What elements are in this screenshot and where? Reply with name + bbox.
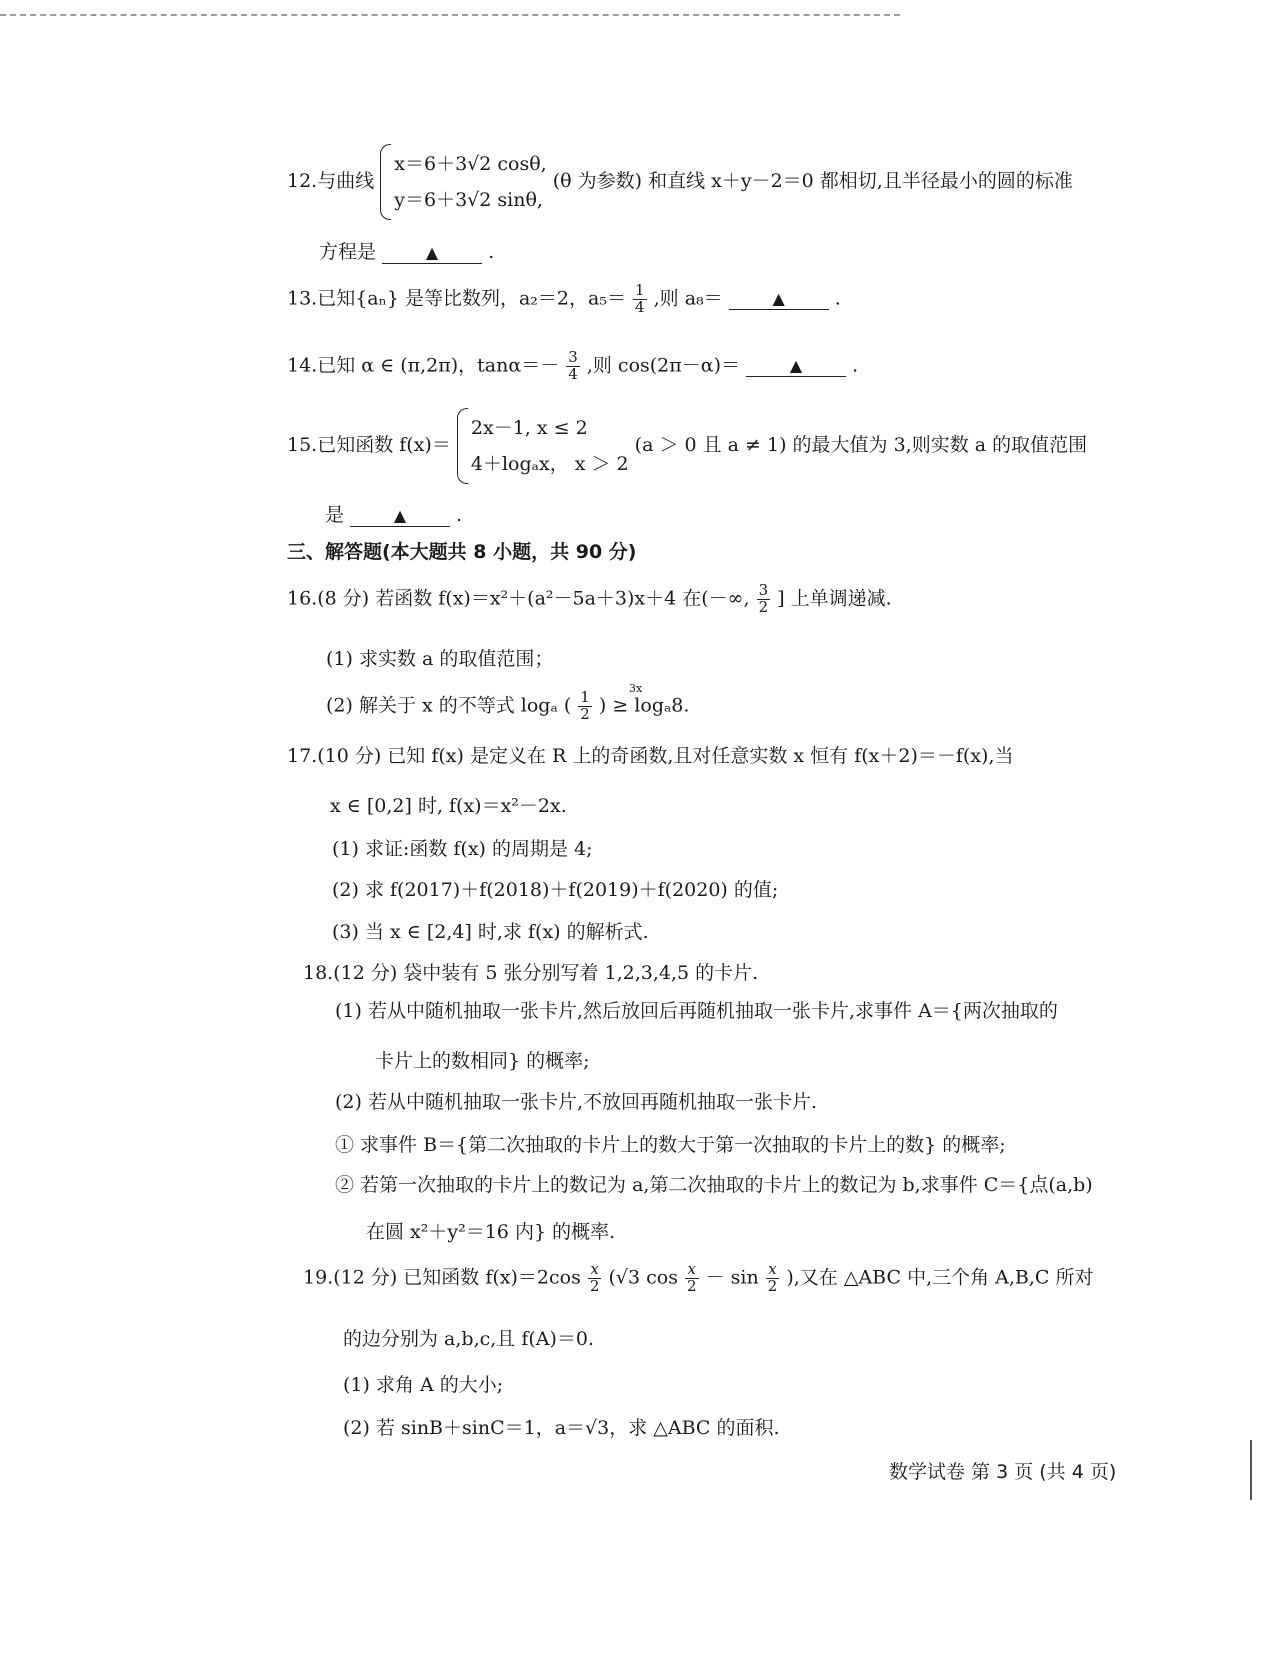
- answer-blank-15[interactable]: [350, 504, 450, 527]
- frac-den: 2: [758, 597, 769, 616]
- q16-part-1: (1) 求实数 a 的取值范围；: [326, 648, 554, 670]
- scan-edge-right: [1250, 1440, 1252, 1500]
- q19-stem-d: ),又在 △ABC 中,三个角 A,B,C 所对: [786, 1266, 1094, 1289]
- q13-end: .: [834, 287, 841, 310]
- triangle-icon: ▲: [772, 289, 785, 309]
- q14-fraction: [566, 350, 580, 383]
- question-12-cont: [319, 237, 494, 264]
- question-12: [287, 146, 1073, 218]
- frac-den: 2: [767, 1276, 778, 1295]
- q16-stem-a: 16.(8 分) 若函数 f(x)＝x²＋(a²－5a＋3)x＋4 在(－∞,: [287, 587, 750, 610]
- q12-system: [380, 146, 546, 218]
- q18-item-1: ① 求事件 B＝{第二次抽取的卡片上的数大于第一次抽取的卡片上的数} 的概率;: [335, 1134, 1006, 1156]
- q18-part-1-cont: 卡片上的数相同} 的概率;: [375, 1050, 590, 1072]
- q12-case-1: x＝6＋3√2 cosθ,: [394, 153, 547, 175]
- frac-num: 3: [568, 348, 578, 366]
- q15-lead: 15.已知函数 f(x)＝: [287, 434, 451, 457]
- q15-piecewise: [457, 410, 629, 482]
- q19-stem-c: － sin: [705, 1266, 759, 1289]
- q12-mid: (θ 为参数) 和直线 x＋y－2＝0 都相切,且半径最小的圆的标准: [552, 170, 1073, 193]
- section-3-heading: 三、解答题(本大题共 8 小题，共 90 分): [287, 541, 637, 563]
- q12-lead: 12.与曲线: [287, 170, 375, 193]
- answer-blank-12[interactable]: [382, 241, 482, 264]
- q19-stem-b: (√3 cos: [608, 1266, 678, 1289]
- q15-end: .: [456, 504, 463, 526]
- q15-mid: (a ＞ 0 且 a ≠ 1) 的最大值为 3,则实数 a 的取值范围: [634, 434, 1088, 457]
- question-15-cont: [325, 500, 462, 527]
- triangle-icon: ▲: [425, 243, 439, 262]
- q18-item-2-cont: 在圆 x²＋y²＝16 内} 的概率.: [366, 1221, 616, 1243]
- q16-stem-b: ] 上单调递减.: [777, 587, 892, 610]
- q19-cont: 的边分别为 a,b,c,且 f(A)＝0.: [343, 1328, 595, 1350]
- frac-num: 3: [758, 581, 769, 599]
- q13-lead: 13.已知{aₙ} 是等比数列，a₂＝2，a₅＝: [287, 287, 626, 310]
- brace-icon: [457, 408, 468, 484]
- frac-num: 1: [580, 688, 590, 706]
- frac-den: 4: [635, 297, 645, 316]
- brace-icon: [380, 144, 391, 220]
- question-13: [287, 283, 841, 316]
- q16-p2-a: (2) 解关于 x 的不等式 logₐ (: [326, 694, 572, 717]
- q13-fraction: [633, 283, 647, 316]
- q16-part-2: [326, 682, 690, 723]
- triangle-icon: ▲: [789, 356, 803, 376]
- q17-cont: x ∈ [0,2] 时, f(x)＝x²－2x.: [330, 795, 567, 817]
- q16-p2-fraction: [578, 690, 592, 723]
- q16-p2-b: ) ≥ logₐ8.: [598, 694, 690, 717]
- question-14: [287, 350, 858, 383]
- q17-part-3: (3) 当 x ∈ [2,4] 时,求 f(x) 的解析式.: [332, 921, 649, 943]
- q18-part-2: (2) 若从中随机抽取一张卡片,不放回再随机抽取一张卡片.: [335, 1091, 818, 1113]
- q19-frac-3: [766, 1262, 780, 1295]
- frac-num: x: [685, 1262, 699, 1279]
- page-footer: 数学试卷 第 3 页 (共 4 页): [889, 1461, 1117, 1483]
- q12-case-2: y＝6＋3√2 sinθ,: [394, 189, 543, 212]
- q17-part-1: (1) 求证:函数 f(x) 的周期是 4;: [332, 838, 593, 860]
- q19-frac-2: [685, 1262, 699, 1295]
- q19-part-1: (1) 求角 A 的大小;: [343, 1374, 504, 1396]
- triangle-icon: ▲: [393, 506, 407, 525]
- q19-frac-1: [588, 1262, 602, 1295]
- q14-tail: ,则 cos(2π－α)＝: [586, 354, 740, 377]
- q12-end: .: [488, 241, 495, 263]
- q15-case-2: 4＋logₐx， x ＞ 2: [470, 453, 629, 476]
- answer-blank-14[interactable]: [746, 354, 846, 377]
- q18-item-2: ② 若第一次抽取的卡片上的数记为 a,第二次抽取的卡片上的数记为 b,求事件 C＝{点(a,b): [335, 1174, 1093, 1196]
- answer-blank-13[interactable]: [729, 287, 829, 310]
- q15-cont: 是: [325, 504, 345, 526]
- q18-part-1: (1) 若从中随机抽取一张卡片,然后放回后再随机抽取一张卡片,求事件 A＝{两次抽取的: [335, 1000, 1058, 1022]
- question-19: [303, 1262, 1094, 1295]
- frac-den: 4: [568, 364, 578, 383]
- question-17: 17.(10 分) 已知 f(x) 是定义在 R 上的奇函数,且对任意实数 x 恒有 f(x＋2)＝－f(x),当: [287, 745, 1014, 767]
- q16-fraction: [757, 583, 771, 616]
- frac-num: 1: [635, 281, 645, 299]
- q17-part-2: (2) 求 f(2017)＋f(2018)＋f(2019)＋f(2020) 的值;: [332, 879, 779, 901]
- frac-den: 2: [687, 1276, 697, 1295]
- q14-end: .: [852, 354, 859, 377]
- q13-tail: ,则 a₈＝: [653, 287, 723, 310]
- question-15: [287, 410, 1087, 482]
- frac-num: x: [766, 1262, 780, 1279]
- frac-den: 2: [580, 704, 590, 723]
- q14-lead: 14.已知 α ∈ (π,2π)，tanα＝－: [287, 354, 560, 377]
- q15-case-1: 2x－1, x ≤ 2: [470, 417, 588, 439]
- question-18: 18.(12 分) 袋中装有 5 张分别写着 1,2,3,4,5 的卡片.: [303, 962, 759, 984]
- q19-part-2: (2) 若 sinB＋sinC＝1，a＝√3，求 △ABC 的面积.: [343, 1417, 780, 1439]
- frac-num: x: [588, 1262, 602, 1279]
- q12-cont: 方程是: [319, 241, 377, 263]
- scan-edge-top: [0, 14, 900, 16]
- frac-den: 2: [589, 1276, 600, 1295]
- q19-stem-a: 19.(12 分) 已知函数 f(x)＝2cos: [303, 1266, 581, 1289]
- q16-p2-exponent: 3x: [629, 682, 643, 695]
- question-16: [287, 583, 892, 616]
